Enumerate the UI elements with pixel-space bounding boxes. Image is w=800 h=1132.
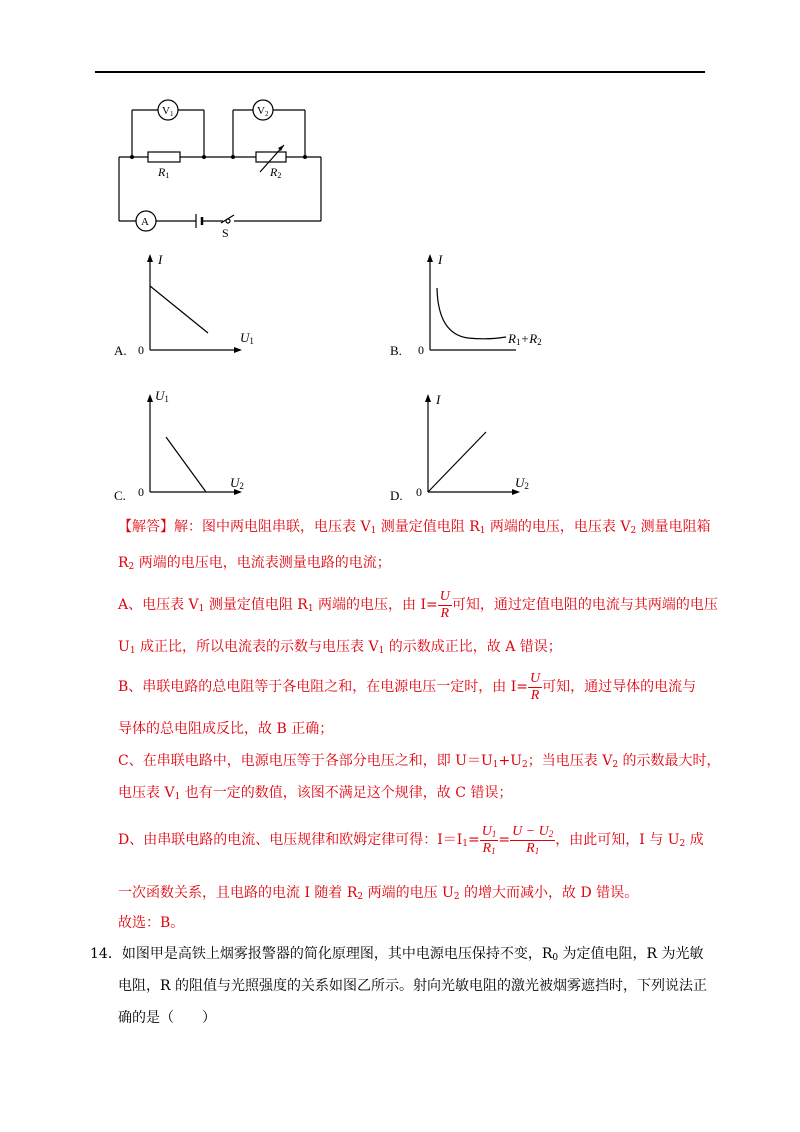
option-a-graph (136, 250, 276, 360)
answer-b-line-2: 导体的总电阻成反比，故 B 正确； (118, 721, 334, 737)
x-axis-label: U2 (515, 475, 529, 491)
fraction-u-over-r: $\frac{U}{R}$ (530, 670, 541, 703)
curve-series (437, 288, 506, 339)
fraction-u1-over-r1: $\frac{U_1}{R_1}$ (481, 823, 497, 856)
question-number: 14． (90, 946, 122, 962)
switch-label: S (222, 226, 229, 240)
x-axis-label: U2 (230, 475, 244, 491)
ammeter-label: A (141, 216, 149, 228)
option-b-letter: B. (390, 343, 402, 358)
option-a-letter: A. (114, 343, 127, 358)
answer-b-line-1: B、串联电路的总电阻等于各电阻之和，在电源电压一定时，由 I= $\frac{U}{R}$ 可知，通过导体的电流与 (118, 670, 697, 703)
answer-tag: 【解答】 (118, 519, 174, 535)
header-rule (95, 71, 705, 73)
answer-a-line-1: A、电压表 $V_1$ 测量定值电阻 $R_1$ 两端的电压，由 I= $\frac{U}{R}$ 可知，通过定值电阻的电流与其两端的电压 (118, 588, 718, 621)
x-axis-label: U1 (240, 330, 254, 346)
y-axis-label: I (438, 252, 443, 267)
answer-intro-line-1: 【解答】解：图中两电阻串联，电压表 $V_1$ 测量定值电阻 $R_1$ 两端的电压，电压表 $V_2$ 测量电阻箱 (118, 519, 711, 536)
origin-label: 0 (418, 343, 424, 357)
y-axis-label: U1 (155, 388, 169, 404)
v2-label: V2 (257, 105, 269, 118)
r1-resistor (148, 152, 180, 162)
origin-label: 0 (138, 343, 144, 357)
line-series (428, 432, 486, 492)
answer-intro-line-2: $R_2$ 两端的电压电，电流表测量电路的电流； (118, 555, 391, 572)
answer-d-line-1: D、由串联电路的电流、电压规律和欧姆定律可得：$I=I_1=$ $\frac{U_1}{R_1}$ = $\frac{U - U_2}{R_1}$ ，由此可知，I 与 $U_2$ 成 (118, 823, 704, 856)
answer-c-line-1: C、在串联电路中，电源电压等于各部分电压之和，即 $U=U_1+U_2$；当电压表 $V_2$ 的示数最大时， (118, 753, 721, 770)
v1-label: V1 (162, 105, 174, 118)
origin-label: 0 (138, 485, 144, 499)
y-axis-label: I (158, 252, 163, 267)
question-14-line-3: 确的是（ ） (118, 1010, 216, 1026)
option-d-letter: D. (390, 488, 403, 503)
answer-choice: 故选：B。 (118, 915, 185, 931)
r1-label: R1 (158, 165, 170, 180)
fraction-u-minus-u2-over-r1: $\frac{U - U_2}{R_1}$ (512, 823, 554, 856)
answer-c-line-2: 电压表 $V_1$ 也有一定的数值，该图不满足这个规律，故 C 错误； (118, 785, 513, 802)
fraction-u-over-r: $\frac{U}{R}$ (439, 588, 450, 621)
option-d-graph (414, 386, 554, 498)
option-c-graph (136, 386, 276, 498)
x-axis-label: R1+R2 (508, 331, 542, 347)
option-b-graph (416, 250, 576, 360)
answer-d-line-2: 一次函数关系，且电路的电流 I 随着 $R_2$ 两端的电压 $U_2$ 的增大而减小，故 D 错误。 (118, 885, 639, 902)
question-14-line-1: 14．如图甲是高铁上烟雾报警器的简化原理图，其中电源电压保持不变，$R_0$ 为定值电阻，R 为光敏 (90, 946, 704, 963)
line-series (166, 437, 206, 492)
origin-label: 0 (416, 485, 422, 499)
y-axis-label: I (436, 392, 441, 407)
answer-a-line-2: $U_1$ 成正比，所以电流表的示数与电压表 $V_1$ 的示数成正比，故 A 错误； (118, 639, 562, 656)
question-14-line-2: 电阻，R 的阻值与光照强度的关系如图乙所示。射向光敏电阻的激光被烟雾遮挡时，下列说法正 (118, 978, 707, 994)
option-c-letter: C. (114, 488, 126, 503)
circuit-diagram (110, 92, 340, 242)
r2-label: R2 (270, 165, 282, 180)
line-series (150, 286, 208, 333)
